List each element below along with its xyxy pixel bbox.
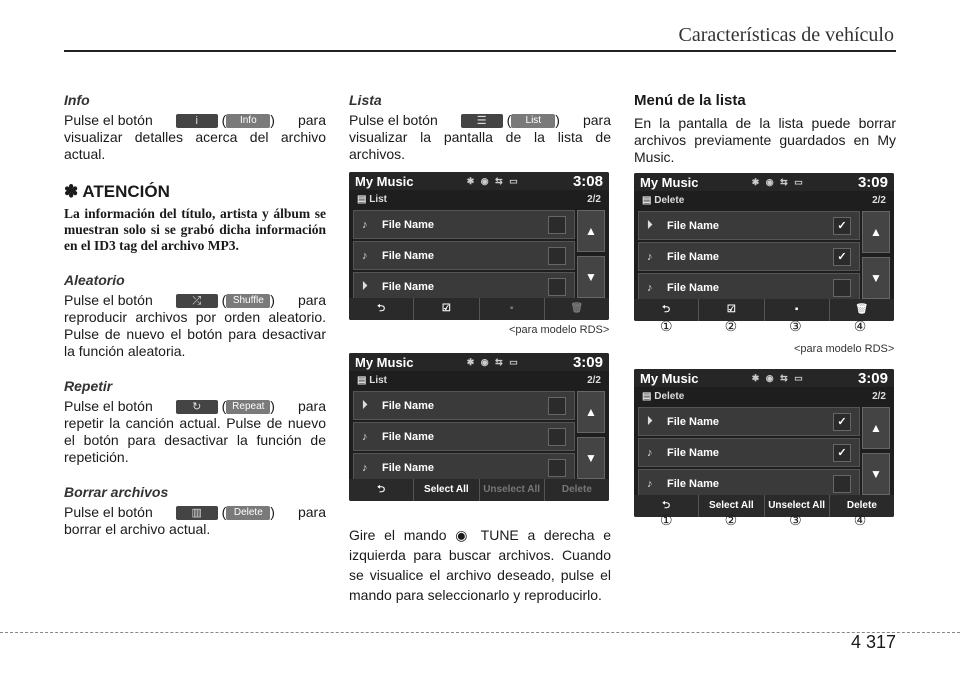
repetir-title: Repetir — [64, 378, 113, 394]
repeat-button: Repeat — [226, 400, 270, 414]
info-icon: i — [176, 114, 218, 128]
bottom-button[interactable]: Select All — [413, 479, 478, 501]
attention-title: ✽ ATENCIÓN — [64, 182, 170, 201]
screen-titlebar: My Music ✱ ◉ ⇆ ▭ 3:08 — [349, 172, 609, 190]
file-item[interactable]: ♪ File Name ✓ — [638, 438, 860, 467]
scroll-buttons — [577, 210, 605, 302]
status-icons: ✱ ◉ ⇆ ▭ — [466, 356, 520, 367]
caption-rds-1: <para modelo RDS> — [509, 324, 610, 336]
bottom-button[interactable]: ⮌ — [377, 484, 386, 495]
music-note-icon: ♪ — [362, 461, 368, 474]
file-item[interactable]: ♪ File Name — [353, 422, 575, 451]
screen-subbar: ▤ Delete 2/2 — [642, 194, 886, 206]
status-icons: ✱ ◉ ⇆ ▭ — [751, 372, 805, 383]
list-icon: ☰ — [461, 114, 503, 128]
header-title: Características de vehículo — [678, 24, 894, 46]
scroll-down-button[interactable]: ▼ — [577, 437, 605, 479]
music-note-icon: ♪ — [647, 446, 653, 459]
screen-titlebar: My Music ✱ ◉ ⇆ ▭ 3:09 — [634, 369, 894, 387]
file-item[interactable]: ♪ File Name — [353, 453, 575, 482]
file-item[interactable]: ⏵ File Name ✓ — [638, 407, 860, 436]
checkbox[interactable] — [548, 428, 566, 446]
status-icons: ✱ ◉ ⇆ ▭ — [751, 176, 805, 187]
lista-text: visualizar la pantalla de la lista de archivos. — [349, 129, 611, 162]
music-note-icon: ♪ — [647, 281, 653, 294]
screen-titlebar: My Music ✱ ◉ ⇆ ▭ 3:09 — [634, 173, 894, 191]
scroll-up-button[interactable]: ▲ — [862, 407, 890, 449]
lista-title: Lista — [349, 92, 382, 108]
music-note-icon: ♪ — [362, 430, 368, 443]
borrar-title: Borrar archivos — [64, 484, 169, 500]
aleatorio-text: reproducir archivos por orden aleatorio. Pulse de nuevo el botón para desactivar la función aleatoria. — [64, 309, 326, 359]
checkbox[interactable] — [548, 397, 566, 415]
callout-numbers-1: ① ② ③ ④ — [660, 318, 867, 334]
tune-text: Gire el mando ◉ TUNE a derecha e izquierda para buscar archivos. Cuando se visualice el archivo deseado, pulse el mando para seleccionarlo y reproducirlo. — [349, 527, 611, 603]
list-menu-body: En la pantalla de la lista puede borrar archivos previamente guardados en My Music. — [634, 115, 896, 165]
checkbox[interactable]: ✓ — [833, 413, 851, 431]
screen-bottom-bar — [349, 298, 609, 320]
scroll-up-button[interactable]: ▲ — [577, 391, 605, 433]
info-button: Info — [226, 114, 270, 128]
info-line: Pulse el botón i ( Info ) para — [64, 112, 326, 128]
checkbox[interactable] — [548, 278, 566, 296]
music-note-icon: ♪ — [647, 477, 653, 490]
repetir-text: repetir la canción actual. Pulse de nuevo el botón para desactivar la función de repetición. — [64, 415, 326, 465]
bottom-button[interactable]: ☑ — [413, 298, 478, 320]
scroll-down-button[interactable]: ▼ — [862, 257, 890, 299]
file-item[interactable]: ♪ File Name — [353, 210, 575, 239]
playing-icon: ⏵ — [647, 219, 653, 231]
scroll-down-button[interactable]: ▼ — [577, 256, 605, 298]
music-note-icon: ♪ — [362, 218, 368, 231]
file-list — [638, 407, 860, 500]
checkbox[interactable] — [548, 459, 566, 477]
list-mode-icon: ▤ — [642, 390, 655, 402]
checkbox[interactable]: ✓ — [833, 248, 851, 266]
file-list — [638, 211, 860, 304]
scroll-down-button[interactable]: ▼ — [862, 453, 890, 495]
bottom-button[interactable]: ⮌ — [662, 500, 671, 511]
list-mode-icon: ▤ — [357, 193, 370, 205]
bottom-button[interactable]: ⮌ — [377, 303, 386, 314]
list-mode-icon: ▤ — [357, 374, 370, 386]
file-item[interactable]: ⏵ File Name — [353, 391, 575, 420]
playing-icon: ⏵ — [362, 280, 368, 292]
callout-numbers-2: ① ② ③ ④ — [660, 512, 867, 528]
file-item[interactable]: ♪ File Name ✓ — [638, 242, 860, 271]
bottom-button[interactable]: ☑ — [698, 299, 763, 321]
info-title: Info — [64, 92, 90, 108]
checkbox[interactable]: ✓ — [833, 217, 851, 235]
screen-list-labels — [349, 353, 609, 501]
scroll-buttons — [862, 407, 890, 499]
checkbox[interactable] — [548, 247, 566, 265]
scroll-up-button[interactable]: ▲ — [862, 211, 890, 253]
file-list — [353, 210, 575, 303]
file-item[interactable]: ⏵ File Name — [353, 272, 575, 301]
screen-titlebar: My Music ✱ ◉ ⇆ ▭ 3:09 — [349, 353, 609, 371]
aleatorio-line: Pulse el botón ⤮ ( Shuffle ) para — [64, 292, 326, 308]
checkbox[interactable]: ✓ — [833, 444, 851, 462]
aleatorio-title: Aleatorio — [64, 272, 125, 288]
repeat-icon: ↻ — [176, 400, 218, 414]
checkbox[interactable] — [833, 279, 851, 297]
bottom-button[interactable]: 🗑 — [544, 298, 609, 320]
screen-delete-labels — [634, 369, 894, 517]
file-item[interactable]: ♪ File Name — [353, 241, 575, 270]
bottom-button[interactable]: ▪ — [764, 299, 829, 321]
borrar-text: borrar el archivo actual. — [64, 521, 211, 537]
music-note-icon: ♪ — [362, 249, 368, 262]
column-1 — [64, 92, 326, 538]
file-item[interactable]: ⏵ File Name ✓ — [638, 211, 860, 240]
screen-bottom-bar — [349, 479, 609, 501]
scroll-buttons — [862, 211, 890, 303]
file-list — [353, 391, 575, 484]
bottom-button[interactable]: Delete — [829, 495, 894, 517]
borrar-line: Pulse el botón ▥ ( Delete ) para — [64, 504, 326, 520]
bottom-button[interactable]: ⮌ — [662, 304, 671, 315]
footer-rule — [0, 632, 960, 633]
file-item[interactable]: ♪ File Name — [638, 273, 860, 302]
delete-button: Delete — [226, 506, 270, 520]
lista-line: Pulse el botón ☰ ( List ) para — [349, 112, 611, 128]
shuffle-button: Shuffle — [226, 294, 270, 308]
list-menu-title: Menú de la lista — [634, 92, 746, 109]
header-rule — [64, 50, 896, 52]
scroll-up-button[interactable]: ▲ — [577, 210, 605, 252]
column-2 — [349, 92, 611, 163]
bottom-button[interactable]: Delete — [544, 479, 609, 501]
list-mode-icon: ▤ — [642, 194, 655, 206]
bottom-button[interactable]: ▪ — [479, 298, 544, 320]
checkbox[interactable] — [833, 475, 851, 493]
bottom-button[interactable]: Unselect All — [764, 495, 829, 517]
playing-icon: ⏵ — [647, 415, 653, 427]
attention-body: La información del título, artista y álbum se muestran solo si se grabó dicha información en el ID3 tag del archivo MP3. — [64, 206, 326, 253]
trash-icon: ▥ — [176, 506, 218, 520]
bottom-button[interactable]: 🗑 — [829, 299, 894, 321]
bottom-button[interactable]: Unselect All — [479, 479, 544, 501]
checkbox[interactable] — [548, 216, 566, 234]
screen-list-icons — [349, 172, 609, 320]
list-button: List — [511, 114, 555, 128]
info-text: visualizar detalles acerca del archivo actual. — [64, 129, 326, 162]
playing-icon: ⏵ — [362, 399, 368, 411]
file-item[interactable]: ♪ File Name — [638, 469, 860, 498]
screen-subbar: ▤ List 2/2 — [357, 374, 601, 386]
caption-rds-2: <para modelo RDS> — [794, 343, 895, 355]
music-note-icon: ♪ — [647, 250, 653, 263]
screen-delete-icons — [634, 173, 894, 321]
repetir-line: Pulse el botón ↻ ( Repeat ) para — [64, 398, 326, 414]
screen-subbar: ▤ List 2/2 — [357, 193, 601, 205]
shuffle-icon: ⤮ — [176, 294, 218, 308]
screen-subbar: ▤ Delete 2/2 — [642, 390, 886, 402]
status-icons: ✱ ◉ ⇆ ▭ — [466, 175, 520, 186]
column-3 — [634, 92, 896, 166]
page-number: 4 317 — [850, 632, 896, 652]
scroll-buttons — [577, 391, 605, 483]
bottom-button[interactable]: Select All — [698, 495, 763, 517]
